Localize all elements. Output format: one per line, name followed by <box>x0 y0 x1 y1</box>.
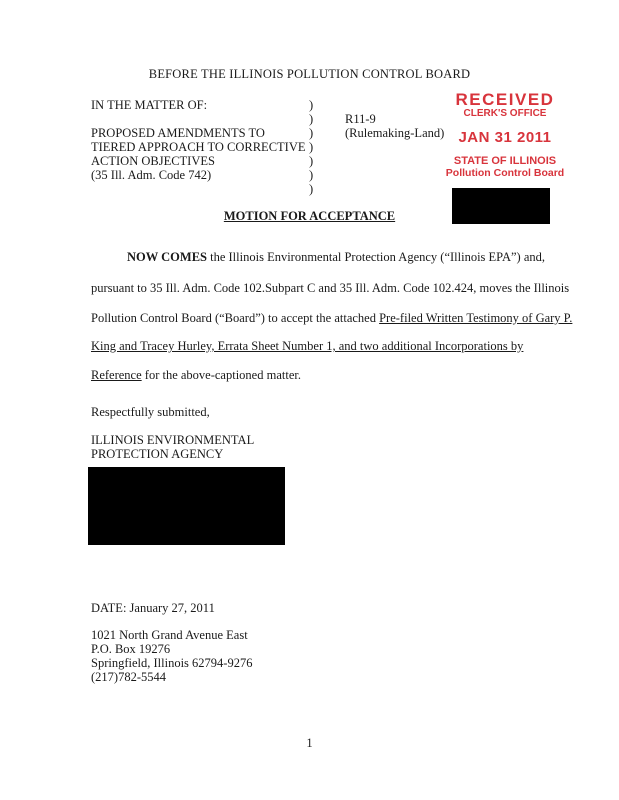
body-text: the Illinois Environmental Protection Agency (“Illinois EPA”) and, <box>207 250 546 264</box>
caption-line <box>91 182 306 196</box>
motion-title: MOTION FOR ACCEPTANCE <box>223 209 396 223</box>
body-line <box>91 311 572 326</box>
body-text: for the above-captioned matter. <box>141 368 301 382</box>
page-number: 1 <box>306 736 313 750</box>
agency-name <box>91 433 254 461</box>
stamp-state: STATE OF ILLINOIS <box>453 155 557 167</box>
stamp-date: JAN 31 2011 <box>458 129 552 146</box>
filing-date: DATE: January 27, 2011 <box>91 601 215 615</box>
caption-paren: ) <box>309 140 314 154</box>
testimony-reference: King and Tracey Hurley, Errata Sheet Number 1, and two additional Incorporations by <box>91 339 524 353</box>
now-comes: NOW COMES <box>127 250 207 264</box>
agency-address <box>91 628 252 684</box>
address-line: 1021 North Grand Avenue East <box>91 628 248 642</box>
caption-paren: ) <box>309 168 314 182</box>
caption-line: (35 Ill. Adm. Code 742) <box>91 168 212 182</box>
address-line: (217)782-5544 <box>91 670 166 684</box>
signature-redaction <box>88 467 285 545</box>
caption-paren: ) <box>309 126 314 140</box>
address-line: P.O. Box 19276 <box>91 642 171 656</box>
docket-type: (Rulemaking-Land) <box>345 126 445 140</box>
docket-info <box>345 112 444 140</box>
agency-line: PROTECTION AGENCY <box>91 447 224 461</box>
testimony-reference: Pre-filed Written Testimony of Gary P. <box>379 311 573 325</box>
stamp-board: Pollution Control Board <box>445 167 565 179</box>
body-text: Pollution Control Board (“Board”) to accept the attached <box>91 311 380 325</box>
stamp-received: RECEIVED <box>455 90 555 109</box>
caption-line: ACTION OBJECTIVES <box>91 154 215 168</box>
received-stamp <box>443 91 567 179</box>
caption-line: TIERED APPROACH TO CORRECTIVE <box>91 140 306 154</box>
board-title: BEFORE THE ILLINOIS POLLUTION CONTROL BOARD <box>148 67 471 81</box>
agency-line: ILLINOIS ENVIRONMENTAL <box>91 433 255 447</box>
body-line <box>127 250 545 265</box>
caption-paren: ) <box>309 98 314 112</box>
testimony-reference: Reference <box>91 368 142 382</box>
caption-paren: ) <box>309 154 314 168</box>
body-line: pursuant to 35 Ill. Adm. Code 102.Subpart C and 35 Ill. Adm. Code 102.424, moves the Illinois <box>91 281 570 295</box>
caption-line: PROPOSED AMENDMENTS TO <box>91 126 265 140</box>
caption-line <box>91 112 306 126</box>
closing: Respectfully submitted, <box>91 405 210 419</box>
body-line <box>91 368 301 383</box>
docket-number: R11-9 <box>345 112 376 126</box>
caption-paren: ) <box>309 112 314 126</box>
caption-line: IN THE MATTER OF: <box>91 98 208 112</box>
stamp-office: CLERK'S OFFICE <box>463 108 547 119</box>
address-line: Springfield, Illinois 62794-9276 <box>91 656 253 670</box>
caption-parentheses <box>309 98 313 196</box>
case-caption <box>91 98 306 196</box>
caption-paren: ) <box>309 182 314 196</box>
